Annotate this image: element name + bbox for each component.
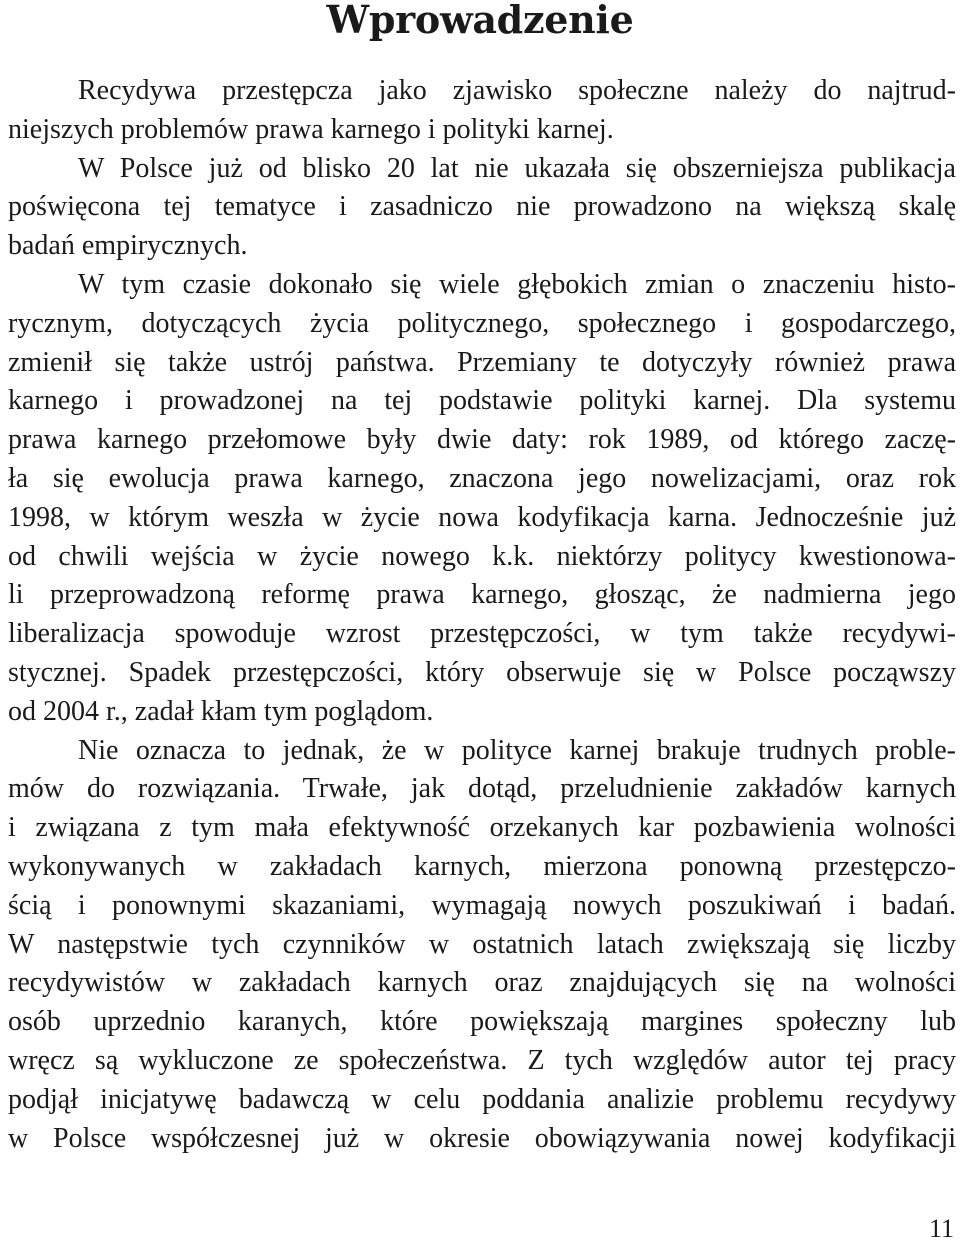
text-line: wykonywanych w zakładach karnych, mierzona ponowną przestępczo- (8, 850, 956, 882)
text-line: Nie oznacza to jednak, że w polityce karnej brakuje trudnych proble- (78, 734, 956, 766)
text-line: W Polsce już od blisko 20 lat nie ukazała się obszerniejsza publikacja (78, 152, 956, 184)
text-line: rycznym, dotyczących życia politycznego, społecznego i gospodarczego, (8, 307, 956, 339)
text-line: li przeprowadzoną reformę prawa karnego, głosząc, że nadmierna jego (8, 579, 956, 611)
text-line: ścią i ponownymi skazaniami, wymagają nowych poszukiwań i badań. (8, 889, 956, 921)
text-line: prawa karnego przełomowe były dwie daty: rok 1989, od którego zaczę- (8, 424, 956, 456)
text-line: osób uprzednio karanych, które powiększają margines społeczny lub (8, 1006, 956, 1038)
text-line: i związana z tym mała efektywność orzekanych kar pozbawienia wolności (8, 812, 956, 844)
page-title: Wprowadzenie (326, 0, 634, 42)
text-line: w Polsce współczesnej już w okresie obowiązywania nowej kodyfikacji (8, 1122, 956, 1154)
text-line: liberalizacja spowoduje wzrost przestępczości, w tym także recydywi- (8, 618, 956, 650)
text-line: W następstwie tych czynników w ostatnich latach zwiększają się liczby (8, 928, 956, 960)
page-number: 11 (928, 1214, 954, 1243)
text-line: ła się ewolucja prawa karnego, znaczona jego nowelizacjami, oraz rok (8, 462, 956, 494)
text-line: 1998, w którym weszła w życie nowa kodyfikacja karna. Jednocześnie już (8, 501, 956, 533)
text-line: od 2004 r., zadał kłam tym poglądom. (8, 695, 434, 727)
text-line: wręcz są wykluczone ze społeczeństwa. Z tych względów autor tej pracy (8, 1044, 956, 1076)
body-text (8, 72, 956, 1158)
text-line: recydywistów w zakładach karnych oraz znajdujących się na wolności (8, 967, 956, 999)
text-line: Recydywa przestępcza jako zjawisko społeczne należy do najtrud- (78, 75, 956, 106)
text-line: niejszych problemów prawa karnego i polityki karnej. (8, 113, 614, 145)
text-line: od chwili wejścia w życie nowego k.k. niektórzy politycy kwestionowa- (8, 540, 956, 572)
text-line: karnego i prowadzonej na tej podstawie polityki karnej. Dla systemu (8, 385, 956, 417)
text-line: mów do rozwiązania. Trwałe, jak dotąd, przeludnienie zakładów karnych (8, 773, 956, 805)
text-line: stycznej. Spadek przestępczości, który obserwuje się w Polsce począwszy (8, 656, 956, 688)
text-line: W tym czasie dokonało się wiele głębokich zmian o znaczeniu histo- (78, 268, 956, 300)
text-line: badań empirycznych. (8, 230, 248, 262)
text-line: poświęcona tej tematyce i zasadniczo nie prowadzono na większą skalę (8, 191, 956, 223)
text-line: podjął inicjatywę badawczą w celu poddania analizie problemu recydywy (8, 1083, 956, 1115)
text-line: zmienił się także ustrój państwa. Przemiany te dotyczyły również prawa (8, 346, 956, 378)
